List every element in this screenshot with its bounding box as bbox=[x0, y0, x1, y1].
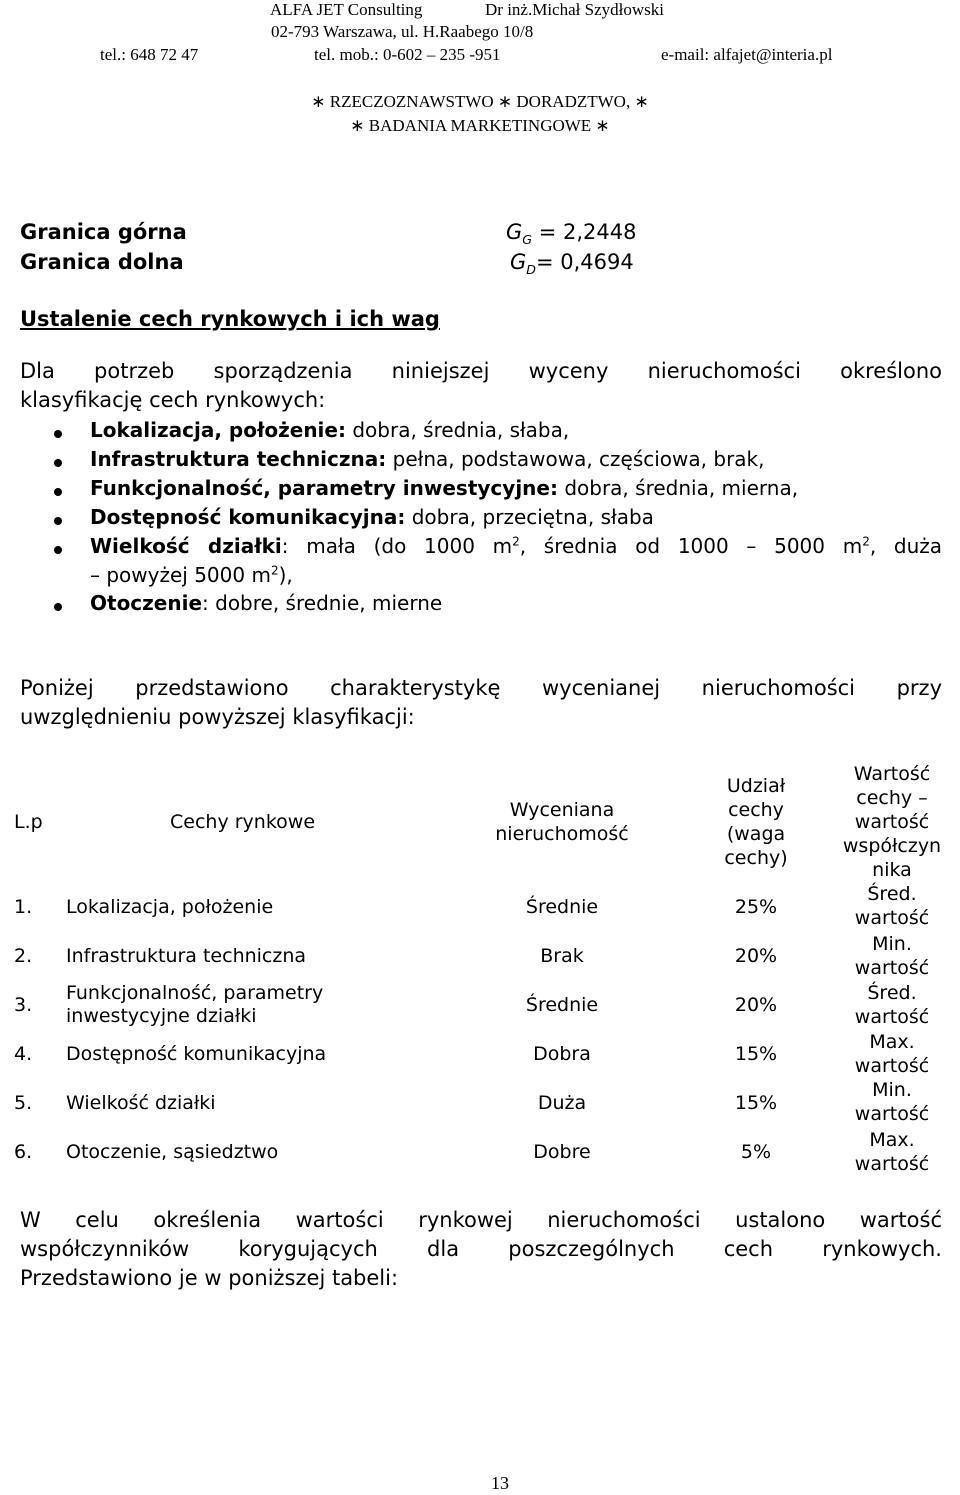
feature-item-plot-size-cont: – powyżej 5000 $m^2$), bbox=[90, 563, 293, 587]
upper-bound-value: $G_G = 2,2448$ bbox=[506, 220, 637, 248]
table-cell-value: Min. wartość bbox=[854, 1079, 930, 1125]
services-line-1: ∗ RZECZOZNAWSTWO ∗ DORADZTWO, ∗ bbox=[311, 92, 649, 111]
table-cell-rating: Dobra bbox=[533, 1043, 591, 1065]
bullet-icon bbox=[54, 603, 62, 611]
upper-bound-label: Granica górna bbox=[20, 220, 187, 244]
intro-line-1: Dla potrzeb sporządzenia niniejszej wyceny nieruchomości określono bbox=[20, 359, 942, 383]
table-cell-rating: Średnie bbox=[525, 994, 599, 1016]
table-cell-value: Max. wartość bbox=[854, 1031, 930, 1077]
table-cell-weight: 5% bbox=[740, 1141, 772, 1163]
table-cell-value: Max. wartość bbox=[854, 1129, 930, 1175]
table-cell-feature: Wielkość działki bbox=[66, 1092, 216, 1114]
closing-line-3: Przedstawiono je w poniższej tabeli: bbox=[20, 1266, 399, 1290]
address: 02-793 Warszawa, ul. H.Raabego 10/8 bbox=[271, 22, 534, 41]
table-cell-lp: 4. bbox=[14, 1043, 33, 1065]
table-header-property: Wyceniana nieruchomość bbox=[495, 799, 629, 845]
feature-item: Otoczenie: dobre, średnie, mierne bbox=[90, 591, 443, 615]
table-cell-weight: 20% bbox=[734, 994, 778, 1016]
phone: tel.: 648 72 47 bbox=[100, 45, 199, 64]
table-cell-feature: Lokalizacja, położenie bbox=[66, 896, 274, 918]
bullet-icon bbox=[54, 488, 62, 496]
author-name: Dr inż.Michał Szydłowski bbox=[485, 0, 664, 19]
table-cell-lp: 1. bbox=[14, 896, 33, 918]
table-cell-weight: 15% bbox=[734, 1092, 778, 1114]
table-header-lp: L.p bbox=[14, 811, 43, 833]
table-cell-rating: Brak bbox=[540, 945, 584, 967]
mobile-phone: tel. mob.: 0-602 – 235 -951 bbox=[314, 45, 501, 64]
table-cell-lp: 6. bbox=[14, 1141, 33, 1163]
bullet-icon bbox=[54, 517, 62, 525]
table-cell-feature: Otoczenie, sąsiedztwo bbox=[66, 1141, 279, 1163]
bullet-icon bbox=[54, 459, 62, 467]
table-cell-value: Śred. wartość bbox=[854, 982, 930, 1028]
table-cell-lp: 3. bbox=[14, 994, 33, 1016]
table-cell-lp: 5. bbox=[14, 1092, 33, 1114]
table-cell-value: Śred. wartość bbox=[854, 883, 930, 929]
table-cell-feature: Funkcjonalność, parametry inwestycyjne działki bbox=[66, 982, 324, 1027]
summary-line-2: uwzględnieniu powyższej klasyfikacji: bbox=[20, 705, 415, 729]
closing-line-2: współczynników korygujących dla poszczególnych cech rynkowych. bbox=[20, 1237, 942, 1261]
intro-line-2: klasyfikację cech rynkowych: bbox=[20, 388, 326, 412]
table-cell-feature: Infrastruktura techniczna bbox=[66, 945, 307, 967]
table-cell-weight: 15% bbox=[734, 1043, 778, 1065]
table-header-weight: Udział cechy (waga cechy) bbox=[724, 775, 788, 869]
table-cell-feature: Dostępność komunikacyjna bbox=[66, 1043, 327, 1065]
summary-line-1: Poniżej przedstawiono charakterystykę wycenianej nieruchomości przy bbox=[20, 676, 942, 700]
company-name: ALFA JET Consulting bbox=[270, 0, 423, 19]
services-line-2: ∗ BADANIA MARKETINGOWE ∗ bbox=[350, 116, 610, 135]
bullet-icon bbox=[54, 546, 62, 554]
lower-bound-value: $G_D= 0,4694$ bbox=[510, 250, 634, 278]
table-cell-weight: 20% bbox=[734, 945, 778, 967]
feature-item: Funkcjonalność, parametry inwestycyjne: dobra, średnia, mierna, bbox=[90, 476, 799, 500]
closing-line-1: W celu określenia wartości rynkowej nieruchomości ustalono wartość bbox=[20, 1208, 942, 1232]
bullet-icon bbox=[54, 430, 62, 438]
email: e-mail: alfajet@interia.pl bbox=[661, 45, 833, 64]
table-header-feature: Cechy rynkowe bbox=[170, 811, 316, 833]
table-cell-rating: Duża bbox=[537, 1092, 587, 1114]
table-cell-weight: 25% bbox=[734, 896, 778, 918]
table-cell-rating: Dobre bbox=[533, 1141, 591, 1163]
table-header-value: Wartość cechy – wartość współczyn nika bbox=[842, 763, 942, 881]
feature-item: Lokalizacja, położenie: dobra, średnia, słaba, bbox=[90, 418, 570, 442]
feature-item: Infrastruktura techniczna: pełna, podstawowa, częściowa, brak, bbox=[90, 447, 765, 471]
table-cell-lp: 2. bbox=[14, 945, 33, 967]
feature-item: Dostępność komunikacyjna: dobra, przeciętna, słaba bbox=[90, 505, 654, 529]
feature-item-plot-size: Wielkość działki: mała (do 1000 $m^2$, średnia od 1000 – 5000 $m^2$, duża bbox=[90, 534, 943, 558]
page-number: 13 bbox=[491, 1473, 509, 1493]
section-title: Ustalenie cech rynkowych i ich wag bbox=[20, 307, 440, 331]
lower-bound-label: Granica dolna bbox=[20, 250, 184, 274]
table-cell-value: Min. wartość bbox=[854, 933, 930, 979]
table-cell-rating: Średnie bbox=[525, 896, 599, 918]
